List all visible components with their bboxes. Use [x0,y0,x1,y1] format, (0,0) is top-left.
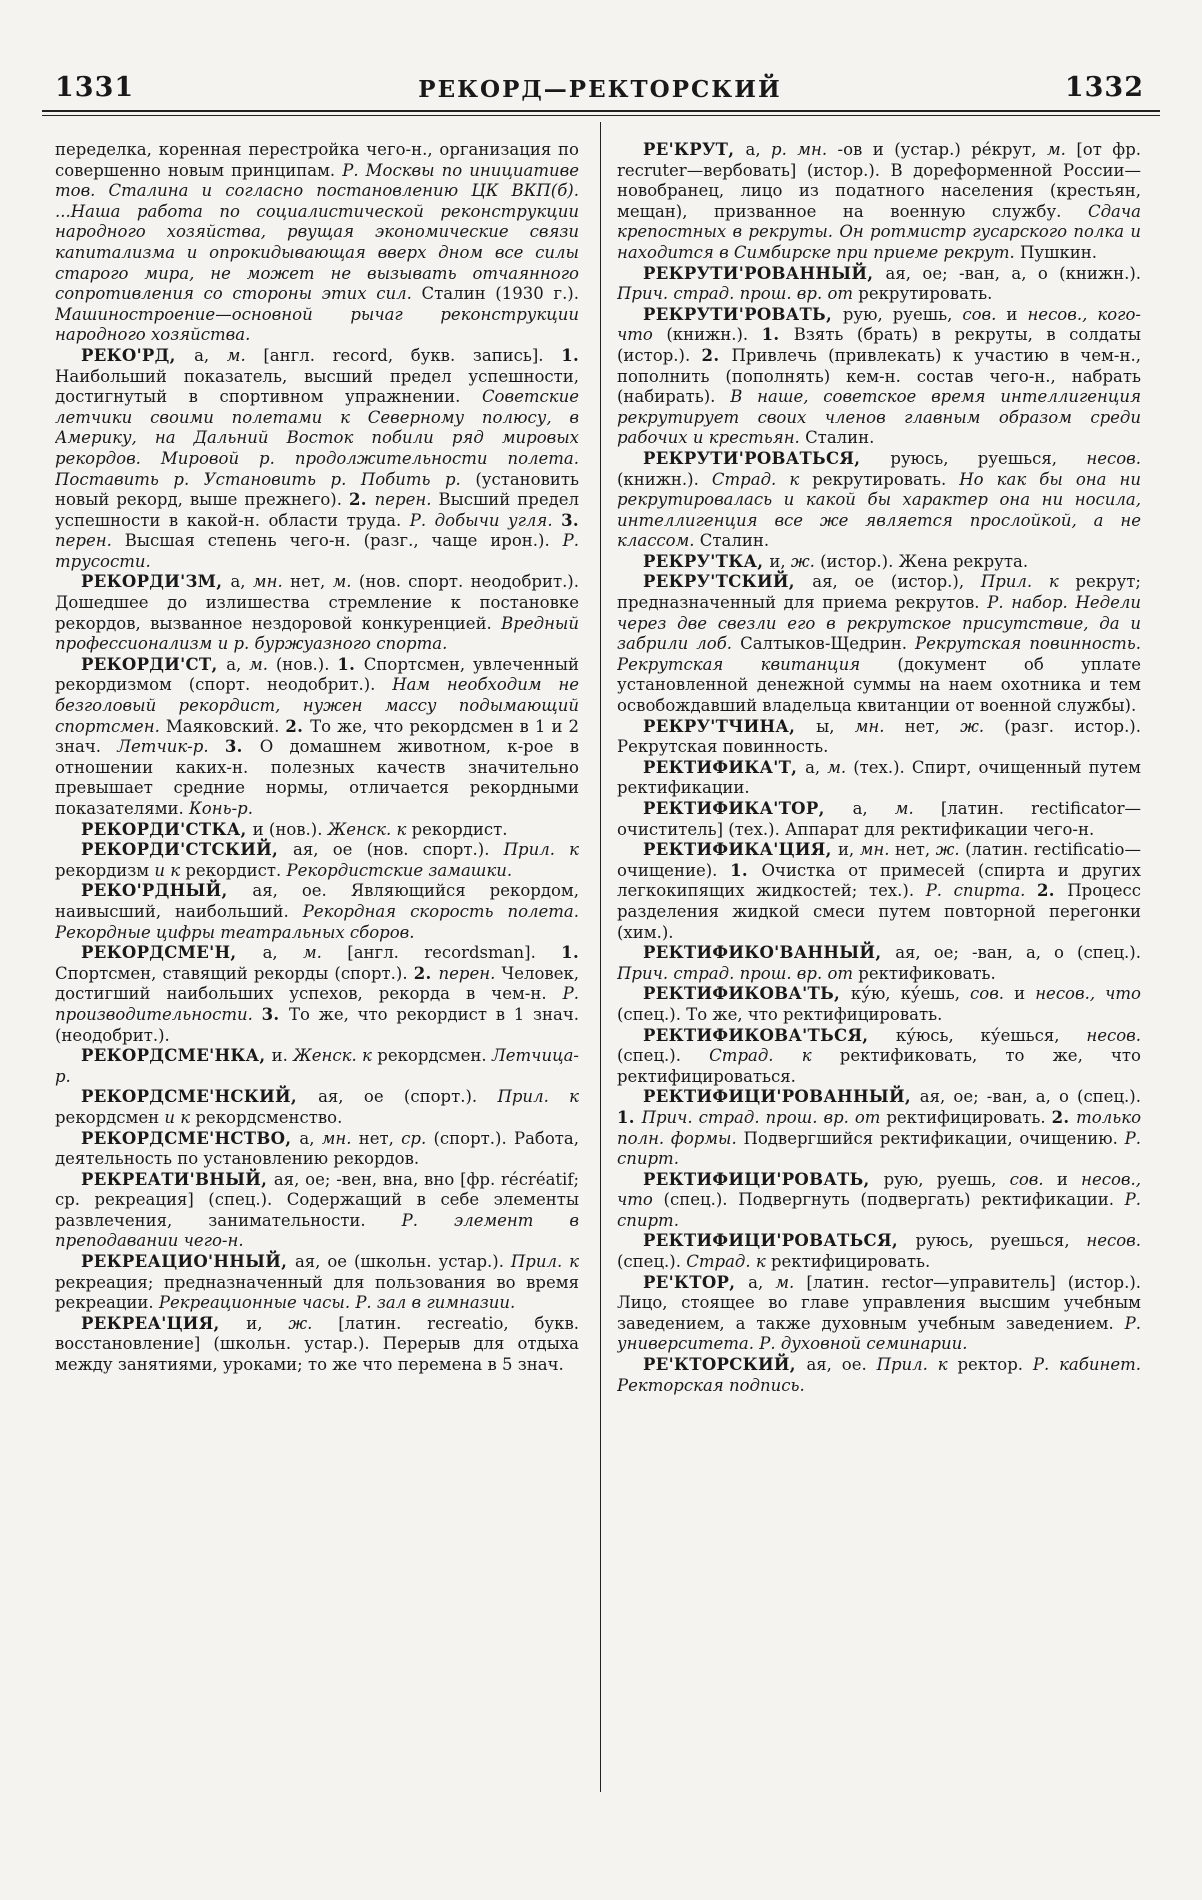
entry-rekordsmenskij: РЕКОРДСМЕ'НСКИЙ, ая, ое (спорт.). Прил. к рекордсмен и к рекордсменство. [55,1087,579,1127]
page-number-left: 1331 [55,72,135,103]
entry-rekordistskij: РЕКОРДИ'СТСКИЙ, ая, ое (нов. спорт.). Прил. к рекордизм и к рекордист. Рекордистские замашки. [55,840,579,880]
text-column-left [55,140,579,1376]
entry-rektifikovatsya: РЕКТИФИКОВА'ТЬСЯ, ку́юсь, ку́ешься, несов. (спец.). Страд. к ректификовать, то же, что ректифицироваться. [617,1025,1141,1086]
entry-rektifikat: РЕКТИФИКА'Т, а, м. (тех.). Спирт, очищенный путем ректификации. [617,757,1141,798]
entry-rekordist: РЕКОРДИ'СТ, а, м. (нов.). 1. Спортсмен, увлеченный рекордизмом (спорт. неодобрит.). Нам необходим не безголовый рекордист, нужен массу подымающий спортсмен. Маяковский. 2. То же, что рекордсмен в 1 и 2 знач. Летчик-р. 3. О домашнем животном, к-рое в отношении каких-н. полезных качеств значительно превышает средние нормы, отличается рекордными показателями. Конь-р. [55,654,579,818]
header-double-rule [42,110,1160,116]
entry-rektificirovat: РЕКТИФИЦИ'РОВАТЬ, рую, руешь, сов. и несов., что (спец.). Подвергнуть (подвергать) ректификации. Р. спирт. [617,1169,1141,1230]
entry-rekordizm: РЕКОРДИ'ЗМ, а, мн. нет, м. (нов. спорт. неодобрит.). Дошедшее до излишества стремление к постановке рекордов, вызванное нездоровой конкуренцией. Вредный профессионализм и р. буржуазного спорта. [55,572,579,654]
entry-rekordsmen: РЕКОРДСМЕ'Н, а, м. [англ. recordsman]. 1. Спортсмен, ставящий рекорды (спорт.). 2. перен. Человек, достигший наибольших успехов, рекорда в чем-н. Р. производительности. 3. То же, что рекордист в 1 знач. (неодобрит.). [55,943,579,1045]
entry-rekordsmenka: РЕКОРДСМЕ'НКА, и. Женск. к рекордсмен. Летчица-р. [55,1046,579,1086]
entry-rekordsmenstvo: РЕКОРДСМЕ'НСТВО, а, мн. нет, ср. (спорт.). Работа, деятельность по установлению рекордов. [55,1128,579,1169]
entry-rekrutchina: РЕКРУ'ТЧИНА, ы, мн. нет, ж. (разг. истор.). Рекрутская повинность. [617,716,1141,757]
entry-rekrutirovannyj: РЕКРУТИ'РОВАННЫЙ, ая, ое; -ван, а, о (книжн.). Прич. страд. прош. вр. от рекрутировать. [617,263,1141,304]
page-number-right: 1332 [1064,72,1144,103]
entry-rektorskij: РЕ'КТОРСКИЙ, ая, ое. Прил. к ректор. Р. кабинет. Ректорская подпись. [617,1355,1141,1395]
entry-rekord: РЕКО'РД, а, м. [англ. record, букв. запись]. 1. Наибольший показатель, высший предел успешности, достигнутый в спортивном упражнении. Советские летчики своими полетами к Северному полюсу, в Америку, на Дальний Восток побили ряд мировых рекордов. Мировой р. продолжительности полета. Поставить р. Установить р. Побить р. (установить новый рекорд, выше прежнего). 2. перен. Высший предел успешности в какой-н. области труда. Р. добычи угля. 3. перен. Высшая степень чего-н. (разг., чаще ирон.). Р. трусости. [55,345,579,571]
entry-rektor: РЕ'КТОР, а, м. [латин. rector—управитель] (истор.). Лицо, стоящее во главе управления высшим учебным заведением, а также духовным учебным заведением. Р. университета. Р. духовной семинарии. [617,1272,1141,1354]
entry-rekreaciya: РЕКРЕА'ЦИЯ, и, ж. [латин. recreatio, букв. восстановление] (школьн. устар.). Перерыв для отдыха между занятиями, уроками; то же что перемена в 5 знач. [55,1313,579,1375]
text-column-right [617,140,1141,1396]
entry-rekreativnyj: РЕКРЕАТИ'ВНЫЙ, ая, ое; -вен, вна, вно [фр. récréatif; ср. рекреация] (спец.). Содержащий в себе элементы развлечения, занимательности. Р. элемент в преподавании чего-н. [55,1169,579,1251]
entry-rektificirovannyj: РЕКТИФИЦИ'РОВАННЫЙ, ая, ое; -ван, а, о (спец.). 1. Прич. страд. прош. вр. от ректифицировать. 2. только полн. формы. Подвергшийся ректификации, очищению. Р. спирт. [617,1087,1141,1169]
entry-rekrutirovatsya: РЕКРУТИ'РОВАТЬСЯ, руюсь, руешься, несов. (книжн.). Страд. к рекрутировать. Но как бы она ни рекрутировалась и какой бы характер она ни носила, интеллигенция все же является прослойкой, а не классом. Сталин. [617,448,1141,551]
running-head-title: РЕКОРД—РЕКТОРСКИЙ [418,76,782,103]
entry-continuation: переделка, коренная перестройка чего-н., организация по совершенно новым принципам. Р. Москвы по инициативе тов. Сталина и согласно постановлению ЦК ВКП(б). ...Наша работа по социалистической реконструкции народного хозяйства, рвущая экономические связи капитализма и опрокидывающая вверх дном все силы старого мира, не может не вызывать отчаянного сопротивления со стороны этих сил. Сталин (1930 г.). Машиностроение—основной рычаг реконструкции народного хозяйства. [55,140,579,345]
entry-rekordnyj: РЕКО'РДНЫЙ, ая, ое. Являющийся рекордом, наивысший, наибольший. Рекордная скорость полета. Рекордные цифры театральных сборов. [55,881,579,942]
entry-rekrut: РЕ'КРУТ, а, р. мн. -ов и (устар.) ре́крут, м. [от фр. recruter—вербовать] (истор.). В дореформенной России—новобранец, лицо из податного населения (крестьян, мещан), призванное на военную службу. Сдача крепостных в рекруты. Он ротмистр гусарского полка и находится в Симбирске при приеме рекрут. Пушкин. [617,140,1141,262]
entry-rekrutka: РЕКРУ'ТКА, и, ж. (истор.). Жена рекрута. [643,551,1029,571]
entry-rekreacionnyj: РЕКРЕАЦИО'ННЫЙ, ая, ое (школьн. устар.). Прил. к рекреация; предназначенный для пользования во время рекреации. Рекреационные часы. Р. зал в гимназии. [55,1252,579,1313]
entry-rekrutskij: РЕКРУ'ТСКИЙ, ая, ое (истор.), Прил. к рекрут; предназначенный для приема рекрутов. Р. набор. Недели через две свезли его в рекрутское присутствие, да и забрили лоб. Салтыков-Щедрин. Рекрутская повинность. Рекрутская квитанция (документ об уплате установленной денежной суммы на наем охотника и тем освобождавший владельца квитанции от военной службы). [617,572,1141,716]
entry-rektificirovatsya: РЕКТИФИЦИ'РОВАТЬСЯ, руюсь, руешься, несов. (спец.). Страд. к ректифицировать. [617,1231,1141,1272]
column-divider-rule [600,122,601,1792]
entry-rekrutirovat: РЕКРУТИ'РОВАТЬ, рую, руешь, сов. и несов., кого-что (книжн.). 1. Взять (брать) в рекруты, в солдаты (истор.). 2. Привлечь (привлекать) к участию в чем-н., пополнить (пополнять) кем-н. состав чего-н., набрать (набирать). В наше, советское время интеллигенция рекрутирует своих членов главным образом среди рабочих и крестьян. Сталин. [617,304,1141,448]
entry-rektifikovat: РЕКТИФИКОВА'ТЬ, ку́ю, ку́ешь, сов. и несов., что (спец.). То же, что ректифицировать. [617,984,1141,1024]
entry-rektifikovannyj: РЕКТИФИКО'ВАННЫЙ, ая, ое; -ван, а, о (спец.). Прич. страд. прош. вр. от ректификовать. [617,943,1141,983]
entry-rektifikaciya: РЕКТИФИКА'ЦИЯ, и, мн. нет, ж. (латин. rectificatio—очищение). 1. Очистка от примесей (спирта и других легкокипящих жидкостей; тех.). Р. спирта. 2. Процесс разделения жидкой смеси путем повторной перегонки (хим.). [617,840,1141,942]
entry-rekordistka: РЕКОРДИ'СТКА, и (нов.). Женск. к рекордист. [81,819,508,839]
entry-rektifikator: РЕКТИФИКА'ТОР, а, м. [латин. rectificator—очиститель] (тех.). Аппарат для ректификации чего-н. [617,799,1141,839]
